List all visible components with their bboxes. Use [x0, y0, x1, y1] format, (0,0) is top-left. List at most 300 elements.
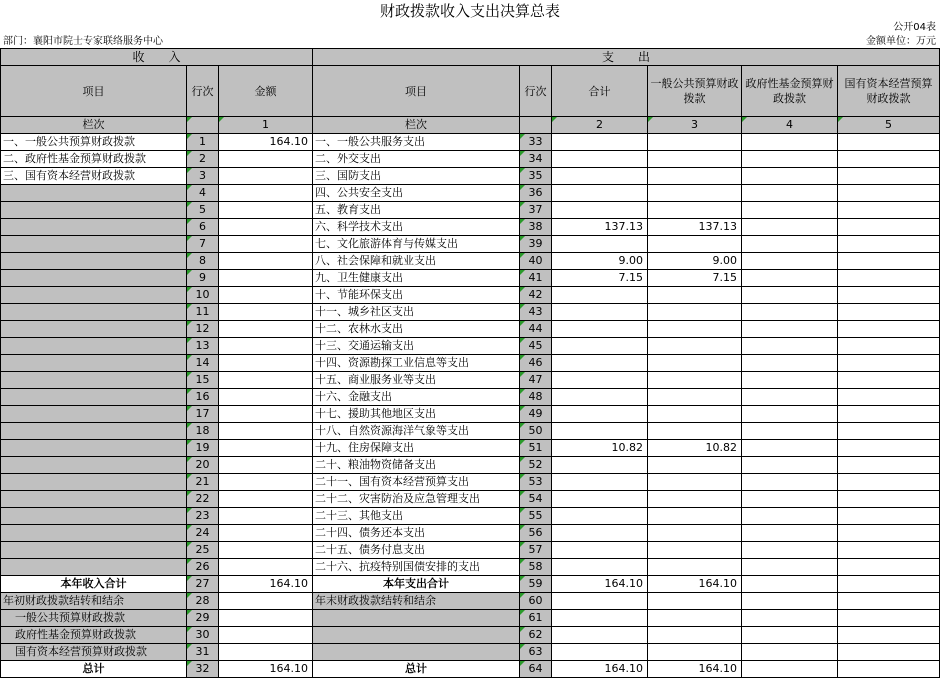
end-sub1-capital[interactable]: [838, 610, 940, 627]
income-rowno: 5: [187, 202, 219, 219]
expense-total[interactable]: [552, 525, 648, 542]
expense-item: 八、社会保障和就业支出: [313, 253, 520, 270]
table-row: [1, 542, 940, 559]
expense-fund[interactable]: [742, 389, 838, 406]
expense-total[interactable]: 10.82: [552, 440, 648, 457]
expense-fund[interactable]: [742, 219, 838, 236]
begin-balance-amount[interactable]: [219, 593, 313, 610]
expense-item: 十七、援助其他地区支出: [313, 406, 520, 423]
income-item: [1, 287, 187, 304]
income-item: [1, 236, 187, 253]
income-item: [1, 372, 187, 389]
expense-item: 七、文化旅游体育与传媒支出: [313, 236, 520, 253]
unit-label: 金额单位：万元: [866, 36, 936, 47]
expense-fund[interactable]: [742, 406, 838, 423]
expense-rowno: 51: [520, 440, 552, 457]
expense-header: 支 出: [313, 49, 940, 66]
end-sub1-fund[interactable]: [742, 610, 838, 627]
income-amount[interactable]: [219, 559, 313, 576]
total-header: 合计: [552, 66, 648, 117]
expense-total[interactable]: [552, 372, 648, 389]
income-amount[interactable]: [219, 270, 313, 287]
income-amount[interactable]: [219, 508, 313, 525]
expense-general[interactable]: [648, 491, 742, 508]
expense-total[interactable]: [552, 304, 648, 321]
expense-item: 十二、农林水支出: [313, 321, 520, 338]
expense-total[interactable]: [552, 338, 648, 355]
begin-sub3-amount[interactable]: [219, 644, 313, 661]
expense-fund[interactable]: [742, 134, 838, 151]
expense-fund[interactable]: [742, 270, 838, 287]
expense-fund[interactable]: [742, 236, 838, 253]
expense-item: 二十、粮油物资储备支出: [313, 457, 520, 474]
expense-general[interactable]: [648, 321, 742, 338]
grand-total-fund[interactable]: [742, 661, 838, 678]
income-rowno: 15: [187, 372, 219, 389]
expense-capital[interactable]: [838, 304, 940, 321]
table-row: [1, 185, 940, 202]
expense-fund[interactable]: [742, 474, 838, 491]
expense-rowno-header: 行次: [520, 66, 552, 117]
end-sub2-general[interactable]: [648, 627, 742, 644]
income-amount[interactable]: [219, 389, 313, 406]
income-amount[interactable]: [219, 185, 313, 202]
table-row: [1, 372, 940, 389]
expense-rowno: 42: [520, 287, 552, 304]
begin-sub1-label: 一般公共预算财政拨款: [1, 610, 187, 627]
income-item: 二、政府性基金预算财政拨款: [1, 151, 187, 168]
expense-total[interactable]: [552, 134, 648, 151]
department-label: 部门：襄阳市院士专家联络服务中心: [3, 36, 163, 47]
expense-fund[interactable]: [742, 440, 838, 457]
expense-total[interactable]: [552, 168, 648, 185]
expense-capital[interactable]: [838, 253, 940, 270]
column-rowno-blank: [520, 117, 552, 134]
table-row: [1, 168, 940, 185]
expense-item: 十八、自然资源海洋气象等支出: [313, 423, 520, 440]
table-row: [1, 423, 940, 440]
income-rowno: 22: [187, 491, 219, 508]
income-rowno: 18: [187, 423, 219, 440]
expense-fund[interactable]: [742, 253, 838, 270]
table-row: [1, 219, 940, 236]
income-amount[interactable]: [219, 338, 313, 355]
expense-item: 二十五、债务付息支出: [313, 542, 520, 559]
table-row: [1, 134, 940, 151]
expense-total[interactable]: [552, 474, 648, 491]
expense-total[interactable]: [552, 355, 648, 372]
end-sub2-capital[interactable]: [838, 627, 940, 644]
expense-total-label: 本年支出合计: [313, 576, 520, 593]
expense-rowno: 38: [520, 219, 552, 236]
income-amount-header: 金额: [219, 66, 313, 117]
expense-fund[interactable]: [742, 559, 838, 576]
income-rowno: 7: [187, 236, 219, 253]
income-rowno: 21: [187, 474, 219, 491]
expense-fund[interactable]: [742, 423, 838, 440]
expense-fund[interactable]: [742, 491, 838, 508]
expense-rowno: 34: [520, 151, 552, 168]
expense-rowno: 44: [520, 321, 552, 338]
expense-capital[interactable]: [838, 559, 940, 576]
end-sub1-rowno: 61: [520, 610, 552, 627]
end-sub2-rowno: 62: [520, 627, 552, 644]
end-sub2-amount[interactable]: [552, 627, 648, 644]
table-row: [1, 440, 940, 457]
income-rowno: 3: [187, 168, 219, 185]
begin-balance-label: 年初财政拨款结转和结余: [1, 593, 187, 610]
income-item: [1, 321, 187, 338]
expense-capital[interactable]: [838, 508, 940, 525]
income-rowno-header: 行次: [187, 66, 219, 117]
expense-total[interactable]: [552, 508, 648, 525]
table-row: [1, 491, 940, 508]
end-sub3-rowno: 63: [520, 644, 552, 661]
table-row: [1, 202, 940, 219]
expense-item: 十三、交通运输支出: [313, 338, 520, 355]
expense-general[interactable]: [648, 287, 742, 304]
gov-fund-header: 政府性基金预算财政拨款: [742, 66, 838, 117]
income-rowno: 25: [187, 542, 219, 559]
end-sub2-fund[interactable]: [742, 627, 838, 644]
expense-general[interactable]: [648, 304, 742, 321]
expense-total[interactable]: [552, 457, 648, 474]
expense-capital[interactable]: [838, 219, 940, 236]
income-rowno: 12: [187, 321, 219, 338]
table-row: [1, 525, 940, 542]
expense-general[interactable]: [648, 389, 742, 406]
expense-capital[interactable]: [838, 406, 940, 423]
income-rowno: 6: [187, 219, 219, 236]
expense-total-fund[interactable]: [742, 576, 838, 593]
expense-total[interactable]: [552, 236, 648, 253]
expense-item: 二十三、其他支出: [313, 508, 520, 525]
income-item: [1, 406, 187, 423]
income-item: [1, 389, 187, 406]
income-item: [1, 270, 187, 287]
expense-item: 十五、商业服务业等支出: [313, 372, 520, 389]
table-row: [1, 253, 940, 270]
expense-capital[interactable]: [838, 423, 940, 440]
expense-item-header: 项目: [313, 66, 520, 117]
expense-rowno: 41: [520, 270, 552, 287]
income-amount[interactable]: [219, 287, 313, 304]
income-rowno: 4: [187, 185, 219, 202]
expense-total-general[interactable]: 164.10: [648, 576, 742, 593]
expense-general[interactable]: [648, 525, 742, 542]
income-rowno: 14: [187, 355, 219, 372]
income-item: [1, 525, 187, 542]
income-rowno: 16: [187, 389, 219, 406]
expense-total[interactable]: [552, 491, 648, 508]
expense-capital[interactable]: [838, 542, 940, 559]
expense-item: 六、科学技术支出: [313, 219, 520, 236]
expense-total[interactable]: 7.15: [552, 270, 648, 287]
end-sub3-blank: [313, 644, 520, 661]
income-rowno: 19: [187, 440, 219, 457]
expense-general[interactable]: [648, 355, 742, 372]
expense-fund[interactable]: [742, 151, 838, 168]
end-sub1-amount[interactable]: [552, 610, 648, 627]
income-amount[interactable]: 164.10: [219, 134, 313, 151]
expense-capital[interactable]: [838, 338, 940, 355]
expense-general[interactable]: [648, 151, 742, 168]
income-amount[interactable]: [219, 219, 313, 236]
expense-general[interactable]: [648, 457, 742, 474]
expense-total[interactable]: [552, 389, 648, 406]
income-amount[interactable]: [219, 423, 313, 440]
expense-capital[interactable]: [838, 270, 940, 287]
expense-fund[interactable]: [742, 372, 838, 389]
grand-total-expense[interactable]: 164.10: [552, 661, 648, 678]
grand-total-capital[interactable]: [838, 661, 940, 678]
column-4: 4: [742, 117, 838, 134]
income-total-label: 本年收入合计: [1, 576, 187, 593]
expense-rowno: 49: [520, 406, 552, 423]
grand-total-rowno-right: 64: [520, 661, 552, 678]
expense-rowno: 56: [520, 525, 552, 542]
income-amount[interactable]: [219, 151, 313, 168]
expense-rowno: 36: [520, 185, 552, 202]
grand-total-rowno: 32: [187, 661, 219, 678]
income-amount[interactable]: [219, 236, 313, 253]
expense-fund[interactable]: [742, 338, 838, 355]
income-rowno: 9: [187, 270, 219, 287]
income-amount[interactable]: [219, 253, 313, 270]
expense-total-amount[interactable]: 164.10: [552, 576, 648, 593]
expense-rowno: 45: [520, 338, 552, 355]
expense-capital[interactable]: [838, 355, 940, 372]
income-rowno: 26: [187, 559, 219, 576]
expense-rowno: 52: [520, 457, 552, 474]
table-row: [1, 389, 940, 406]
table-row: [1, 474, 940, 491]
grand-total-general[interactable]: 164.10: [648, 661, 742, 678]
expense-general[interactable]: [648, 559, 742, 576]
grand-total-amount[interactable]: 164.10: [219, 661, 313, 678]
end-sub1-general[interactable]: [648, 610, 742, 627]
expense-capital[interactable]: [838, 202, 940, 219]
state-capital-header: 国有资本经营预算财政拨款: [838, 66, 940, 117]
income-amount[interactable]: [219, 491, 313, 508]
income-amount[interactable]: [219, 304, 313, 321]
income-rowno: 8: [187, 253, 219, 270]
expense-general[interactable]: [648, 406, 742, 423]
expense-rowno: 46: [520, 355, 552, 372]
end-balance-general[interactable]: [648, 593, 742, 610]
income-item-header: 项目: [1, 66, 187, 117]
end-balance-amount[interactable]: [552, 593, 648, 610]
income-item: [1, 253, 187, 270]
expense-general[interactable]: [648, 338, 742, 355]
expense-general[interactable]: [648, 185, 742, 202]
expense-fund[interactable]: [742, 168, 838, 185]
expense-item: 十、节能环保支出: [313, 287, 520, 304]
expense-fund[interactable]: [742, 321, 838, 338]
expense-capital[interactable]: [838, 236, 940, 253]
expense-rowno: 57: [520, 542, 552, 559]
end-balance-label: 年末财政拨款结转和结余: [313, 593, 520, 610]
income-item: [1, 185, 187, 202]
expense-capital[interactable]: [838, 185, 940, 202]
begin-sub2-label: 政府性基金预算财政拨款: [1, 627, 187, 644]
expense-total[interactable]: [552, 406, 648, 423]
income-amount[interactable]: [219, 406, 313, 423]
expense-fund[interactable]: [742, 355, 838, 372]
expense-capital[interactable]: [838, 440, 940, 457]
expense-total[interactable]: [552, 287, 648, 304]
expense-general[interactable]: [648, 508, 742, 525]
expense-fund[interactable]: [742, 202, 838, 219]
column-1: 1: [219, 117, 313, 134]
expense-rowno: 50: [520, 423, 552, 440]
expense-general[interactable]: [648, 542, 742, 559]
income-amount[interactable]: [219, 542, 313, 559]
income-rowno: 24: [187, 525, 219, 542]
expense-rowno: 35: [520, 168, 552, 185]
expense-item: 一、一般公共服务支出: [313, 134, 520, 151]
expense-item: 四、公共安全支出: [313, 185, 520, 202]
table-row: [1, 355, 940, 372]
expense-general[interactable]: [648, 372, 742, 389]
expense-general[interactable]: [648, 202, 742, 219]
expense-total[interactable]: [552, 559, 648, 576]
expense-general[interactable]: 137.13: [648, 219, 742, 236]
income-amount[interactable]: [219, 440, 313, 457]
expense-general[interactable]: [648, 168, 742, 185]
form-number: 公开04表: [893, 22, 936, 33]
expense-fund[interactable]: [742, 508, 838, 525]
expense-total[interactable]: 9.00: [552, 253, 648, 270]
end-sub3-fund[interactable]: [742, 644, 838, 661]
income-item: [1, 338, 187, 355]
expense-rowno: 53: [520, 474, 552, 491]
expense-total[interactable]: [552, 151, 648, 168]
income-header: 收 入: [1, 49, 313, 66]
expense-general[interactable]: [648, 236, 742, 253]
column-rowno-blank: [187, 117, 219, 134]
expense-total-capital[interactable]: [838, 576, 940, 593]
expense-capital[interactable]: [838, 134, 940, 151]
expense-fund[interactable]: [742, 542, 838, 559]
expense-capital[interactable]: [838, 287, 940, 304]
income-item: [1, 219, 187, 236]
end-sub3-general[interactable]: [648, 644, 742, 661]
income-item: 三、国有资本经营财政拨款: [1, 168, 187, 185]
begin-sub2-rowno: 30: [187, 627, 219, 644]
begin-sub2-amount[interactable]: [219, 627, 313, 644]
end-sub2-blank: [313, 627, 520, 644]
income-amount[interactable]: [219, 525, 313, 542]
expense-general[interactable]: [648, 134, 742, 151]
table-row: [1, 321, 940, 338]
expense-capital[interactable]: [838, 372, 940, 389]
expense-total[interactable]: 137.13: [552, 219, 648, 236]
income-item: [1, 491, 187, 508]
income-item: [1, 457, 187, 474]
table-row: [1, 304, 940, 321]
begin-sub1-amount[interactable]: [219, 610, 313, 627]
expense-rowno: 55: [520, 508, 552, 525]
expense-general[interactable]: 7.15: [648, 270, 742, 287]
income-rowno: 13: [187, 338, 219, 355]
expense-rowno: 40: [520, 253, 552, 270]
income-amount[interactable]: [219, 321, 313, 338]
income-amount[interactable]: [219, 474, 313, 491]
expense-rowno: 37: [520, 202, 552, 219]
expense-total[interactable]: [552, 321, 648, 338]
expense-total[interactable]: [552, 423, 648, 440]
expense-fund[interactable]: [742, 287, 838, 304]
expense-total-rowno: 59: [520, 576, 552, 593]
expense-capital[interactable]: [838, 168, 940, 185]
expense-item: 二十四、债务还本支出: [313, 525, 520, 542]
table-row: [1, 338, 940, 355]
expense-capital[interactable]: [838, 457, 940, 474]
expense-item: 三、国防支出: [313, 168, 520, 185]
income-rowno: 10: [187, 287, 219, 304]
expense-general[interactable]: 10.82: [648, 440, 742, 457]
expense-rowno: 48: [520, 389, 552, 406]
expense-fund[interactable]: [742, 185, 838, 202]
expense-capital[interactable]: [838, 525, 940, 542]
expense-total[interactable]: [552, 202, 648, 219]
income-amount[interactable]: [219, 202, 313, 219]
income-item: [1, 474, 187, 491]
expense-general[interactable]: 9.00: [648, 253, 742, 270]
expense-rowno: 47: [520, 372, 552, 389]
income-amount[interactable]: [219, 168, 313, 185]
income-item: [1, 542, 187, 559]
income-total-amount[interactable]: 164.10: [219, 576, 313, 593]
expense-item: 二十六、抗疫特别国债安排的支出: [313, 559, 520, 576]
table-row: [1, 406, 940, 423]
income-rowno: 20: [187, 457, 219, 474]
expense-item: 二十一、国有资本经营预算支出: [313, 474, 520, 491]
expense-general[interactable]: [648, 474, 742, 491]
expense-total[interactable]: [552, 542, 648, 559]
expense-capital[interactable]: [838, 151, 940, 168]
income-amount[interactable]: [219, 355, 313, 372]
income-item: [1, 355, 187, 372]
expense-fund[interactable]: [742, 457, 838, 474]
expense-rowno: 58: [520, 559, 552, 576]
expense-capital[interactable]: [838, 491, 940, 508]
table-row: [1, 287, 940, 304]
expense-general[interactable]: [648, 423, 742, 440]
end-sub1-blank: [313, 610, 520, 627]
end-sub3-amount[interactable]: [552, 644, 648, 661]
income-amount[interactable]: [219, 372, 313, 389]
expense-capital[interactable]: [838, 474, 940, 491]
income-amount[interactable]: [219, 457, 313, 474]
income-rowno: 2: [187, 151, 219, 168]
end-balance-capital[interactable]: [838, 593, 940, 610]
expense-fund[interactable]: [742, 525, 838, 542]
grand-total-label: 总计: [1, 661, 187, 678]
income-rowno: 23: [187, 508, 219, 525]
begin-sub3-label: 国有资本经营预算财政拨款: [1, 644, 187, 661]
table-row: [1, 270, 940, 287]
income-rowno: 1: [187, 134, 219, 151]
budget-table: [0, 48, 940, 678]
expense-capital[interactable]: [838, 389, 940, 406]
end-balance-fund[interactable]: [742, 593, 838, 610]
expense-fund[interactable]: [742, 304, 838, 321]
end-sub3-capital[interactable]: [838, 644, 940, 661]
expense-capital[interactable]: [838, 321, 940, 338]
expense-total[interactable]: [552, 185, 648, 202]
